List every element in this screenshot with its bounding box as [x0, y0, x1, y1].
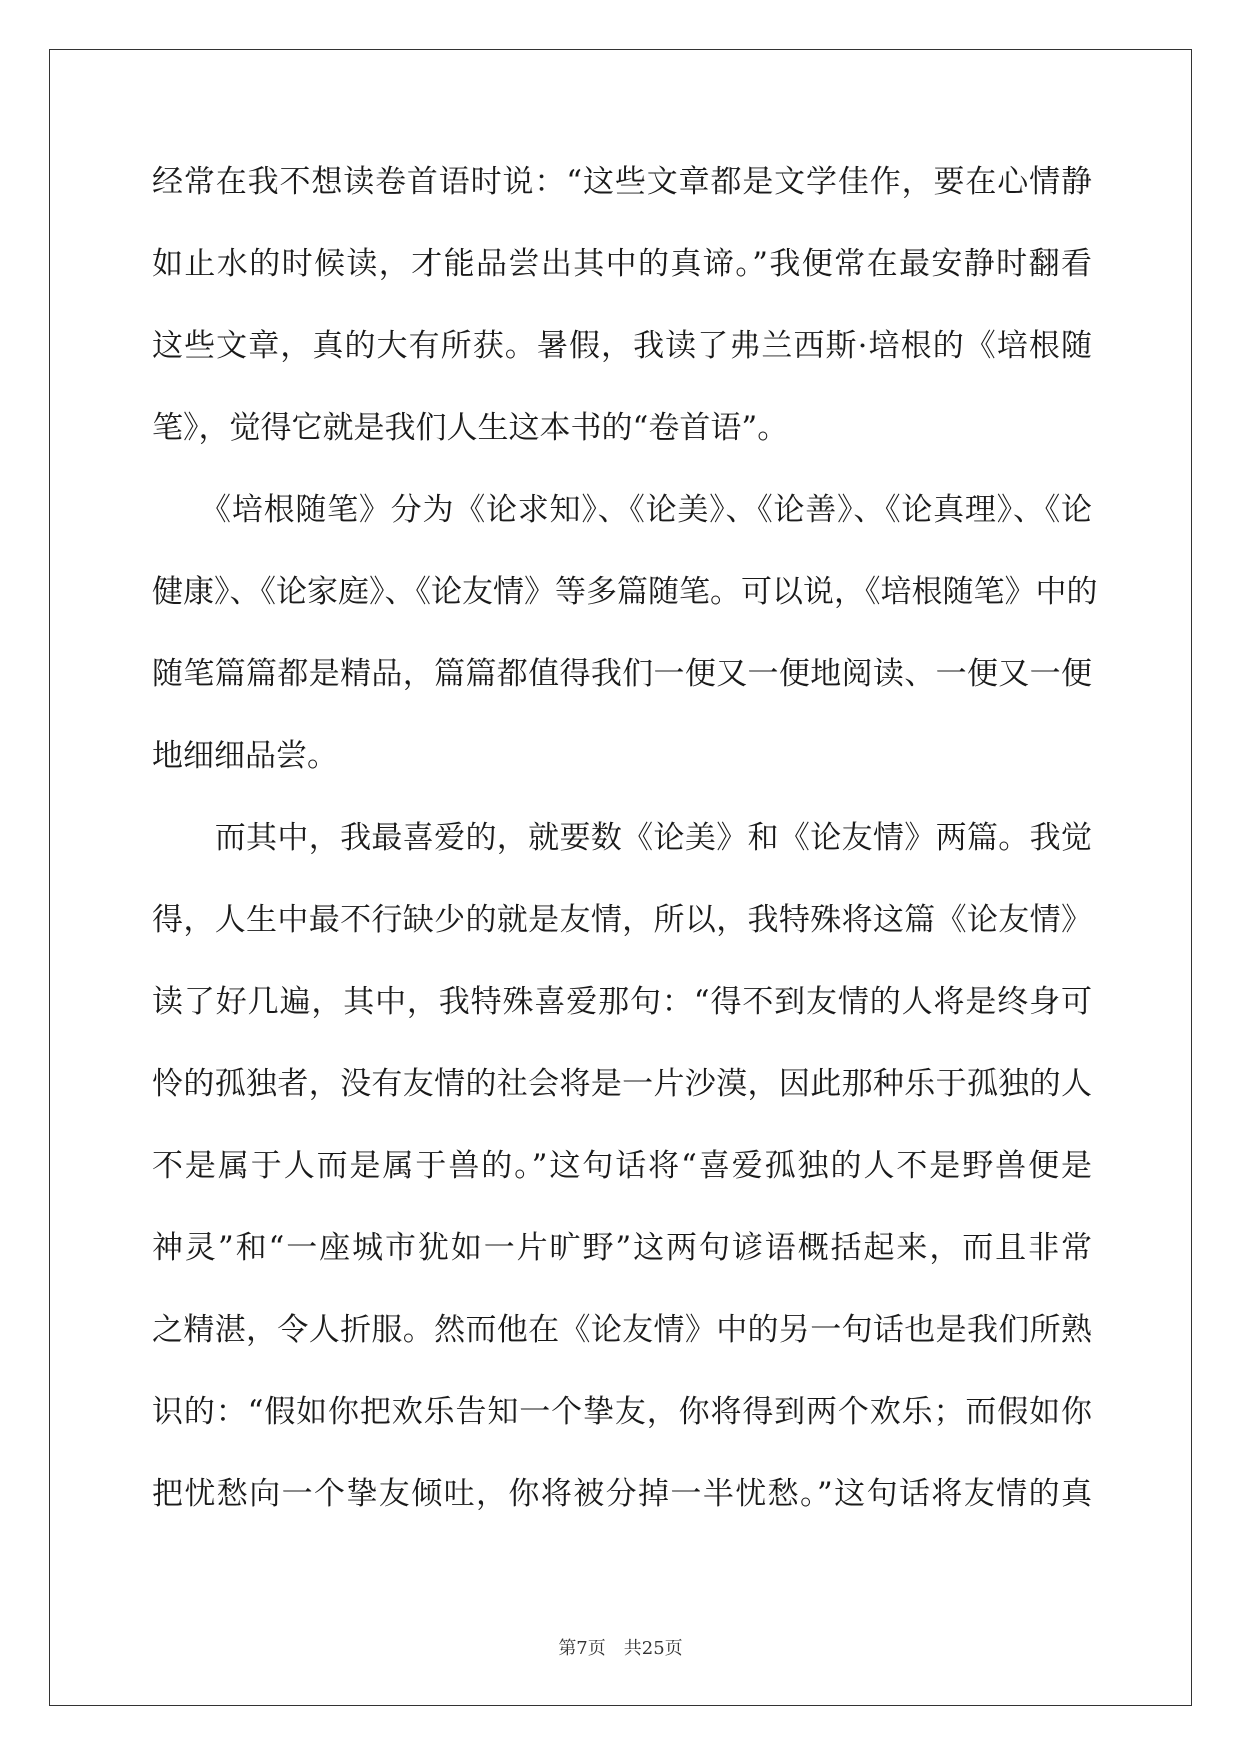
text-line: 经常在我不想读卷首语时说：“这些文章都是文学佳作，要在心情静: [152, 164, 1092, 200]
text-line: 随笔篇篇都是精品，篇篇都值得我们一便又一便地阅读、一便又一便: [152, 656, 1092, 692]
text-line: 之精湛，令人折服。然而他在《论友情》中的另一句话也是我们所熟: [152, 1312, 1092, 1348]
text-line: 神灵”和“一座城市犹如一片旷野”这两句谚语概括起来，而且非常: [152, 1230, 1092, 1266]
text-line: 如止水的时候读，才能品尝出其中的真谛。”我便常在最安静时翻看: [152, 246, 1092, 282]
text-line: 识的：“假如你把欢乐告知一个挚友，你将得到两个欢乐；而假如你: [152, 1394, 1092, 1430]
text-line: 《培根随笔》分为《论求知》、《论美》、《论善》、《论真理》、《论: [152, 492, 1092, 528]
text-line: 而其中，我最喜爱的，就要数《论美》和《论友情》两篇。我觉: [152, 820, 1092, 856]
page-footer: [0, 1634, 1241, 1660]
text-line: 读了好几遍，其中，我特殊喜爱那句：“得不到友情的人将是终身可: [152, 984, 1092, 1020]
text-line: 把忧愁向一个挚友倾吐，你将被分掉一半忧愁。”这句话将友情的真: [152, 1476, 1092, 1512]
text-line: 地细细品尝。: [152, 738, 338, 774]
page-total: 共25页: [623, 1638, 683, 1659]
page-number: 第7页: [558, 1638, 606, 1659]
text-line: 这些文章，真的大有所获。暑假，我读了弗兰西斯·培根的《培根随: [152, 328, 1092, 364]
text-line: 怜的孤独者，没有友情的社会将是一片沙漠，因此那种乐于孤独的人: [152, 1066, 1092, 1102]
text-line: 笔》，觉得它就是我们人生这本书的“卷首语”。: [152, 410, 789, 446]
text-line: 健康》、《论家庭》、《论友情》等多篇随笔。可以说，《培根随笔》中的: [152, 574, 1098, 610]
document-body: [152, 162, 1098, 1556]
text-line: 得，人生中最不行缺少的就是友情，所以，我特殊将这篇《论友情》: [152, 902, 1092, 938]
text-line: 不是属于人而是属于兽的。”这句话将“喜爱孤独的人不是野兽便是: [152, 1148, 1092, 1184]
